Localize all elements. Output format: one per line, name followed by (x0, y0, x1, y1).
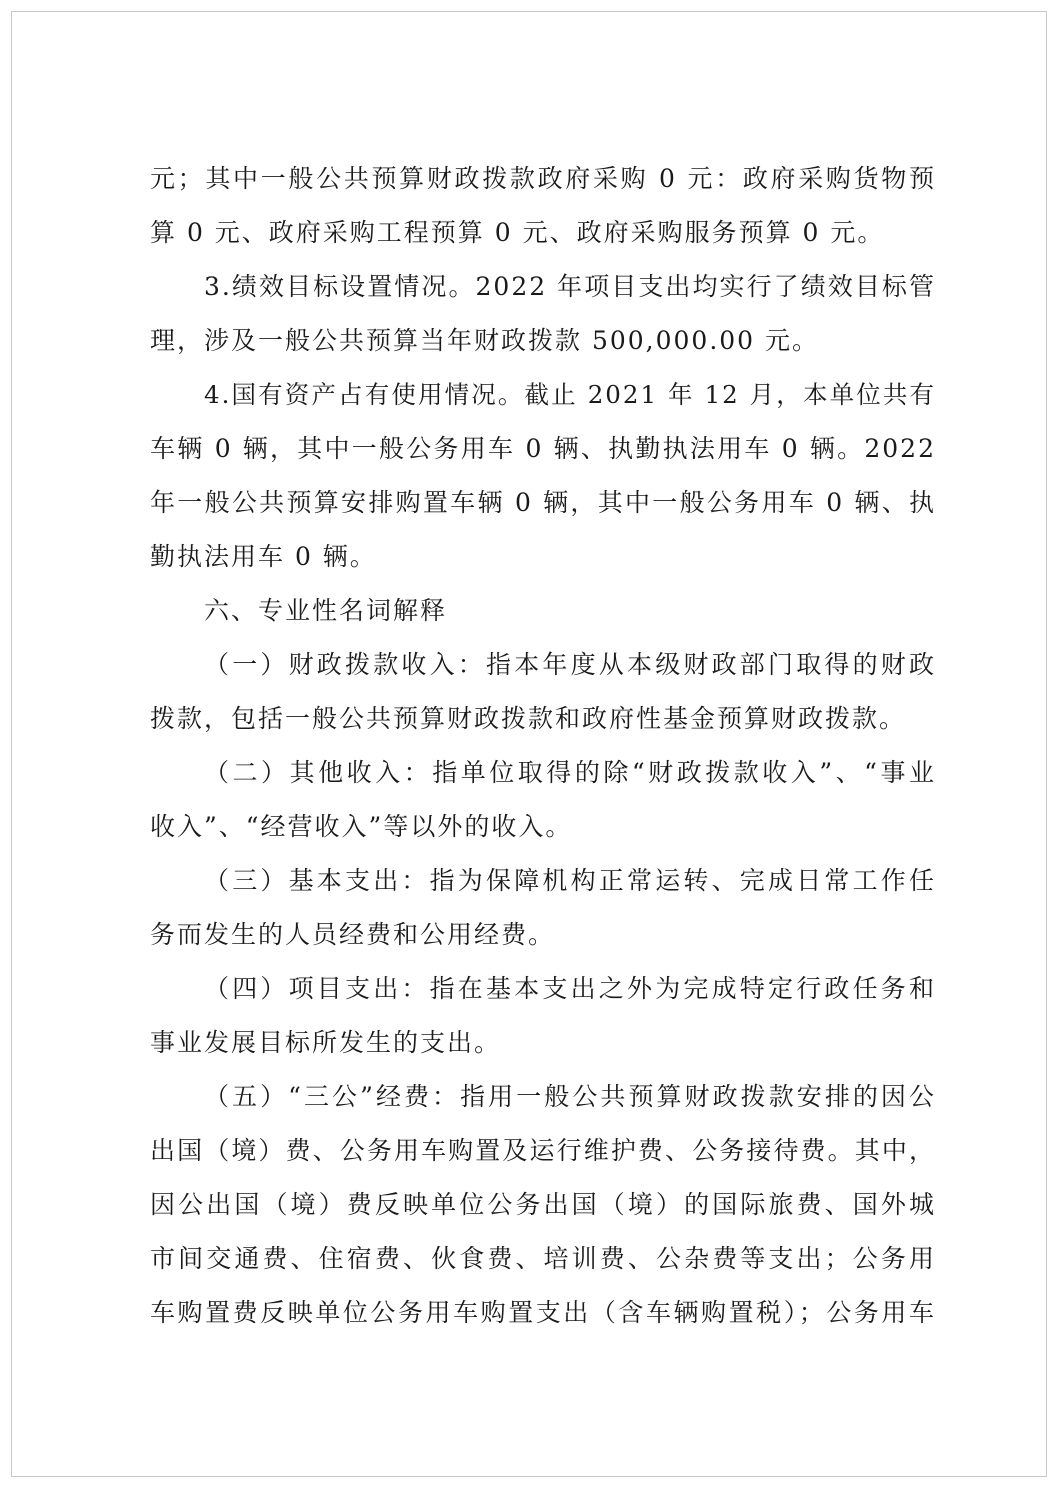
text-line: （一）财政拨款收入：指本年度从本级财政部门取得的财政 (204, 650, 936, 679)
text-line: 拨款，包括一般公共预算财政拨款和政府性基金预算财政拨款。 (150, 704, 907, 733)
text-line: （三）基本支出：指为保障机构正常运转、完成日常工作任 (204, 866, 936, 895)
section-heading-terms: 六、专业性名词解释 (204, 596, 448, 625)
document-body (150, 152, 936, 1340)
text-line: 3.绩效目标设置情况。2022 年项目支出均实行了绩效目标管 (204, 272, 936, 301)
text-line: 理，涉及一般公共预算当年财政拨款 500,000.00 元。 (150, 326, 820, 355)
document-page (11, 11, 1047, 1477)
text-line: 年一般公共预算安排购置车辆 0 辆，其中一般公务用车 0 辆、执 (150, 488, 936, 517)
text-line: （四）项目支出：指在基本支出之外为完成特定行政任务和 (204, 974, 936, 1003)
text-line: 收入”、“经营收入”等以外的收入。 (150, 812, 573, 841)
text-line: 市间交通费、住宿费、伙食费、培训费、公杂费等支出；公务用 (150, 1244, 936, 1273)
definition-fiscal-appropriation (150, 638, 936, 746)
text-line: 车辆 0 辆，其中一般公务用车 0 辆、执勤执法用车 0 辆。2022 (150, 434, 936, 463)
text-line: 车购置费反映单位公务用车购置支出（含车辆购置税）；公务用车 (150, 1298, 936, 1327)
paragraph-state-assets (150, 368, 936, 584)
text-line: （五）“三公”经费：指用一般公共预算财政拨款安排的因公 (204, 1082, 936, 1111)
definition-basic-expenditure (150, 854, 936, 962)
text-line: 元；其中一般公共预算财政拨款政府采购 0 元：政府采购货物预 (150, 164, 936, 193)
text-line: （二）其他收入：指单位取得的除“财政拨款收入”、“事业 (204, 758, 936, 787)
definition-other-income (150, 746, 936, 854)
paragraph-performance-goals (150, 260, 936, 368)
text-line: 务而发生的人员经费和公用经费。 (150, 920, 556, 949)
text-line: 事业发展目标所发生的支出。 (150, 1028, 502, 1057)
text-line: 4.国有资产占有使用情况。截止 2021 年 12 月，本单位共有 (204, 380, 936, 409)
definition-three-public-expenses (150, 1070, 936, 1340)
text-line: 勤执法用车 0 辆。 (150, 542, 377, 571)
definition-project-expenditure (150, 962, 936, 1070)
text-line: 出国（境）费、公务用车购置及运行维护费、公务接待费。其中， (150, 1136, 936, 1165)
text-line: 因公出国（境）费反映单位公务出国（境）的国际旅费、国外城 (150, 1190, 936, 1219)
text-line: 算 0 元、政府采购工程预算 0 元、政府采购服务预算 0 元。 (150, 218, 885, 247)
paragraph-procurement (150, 152, 936, 260)
